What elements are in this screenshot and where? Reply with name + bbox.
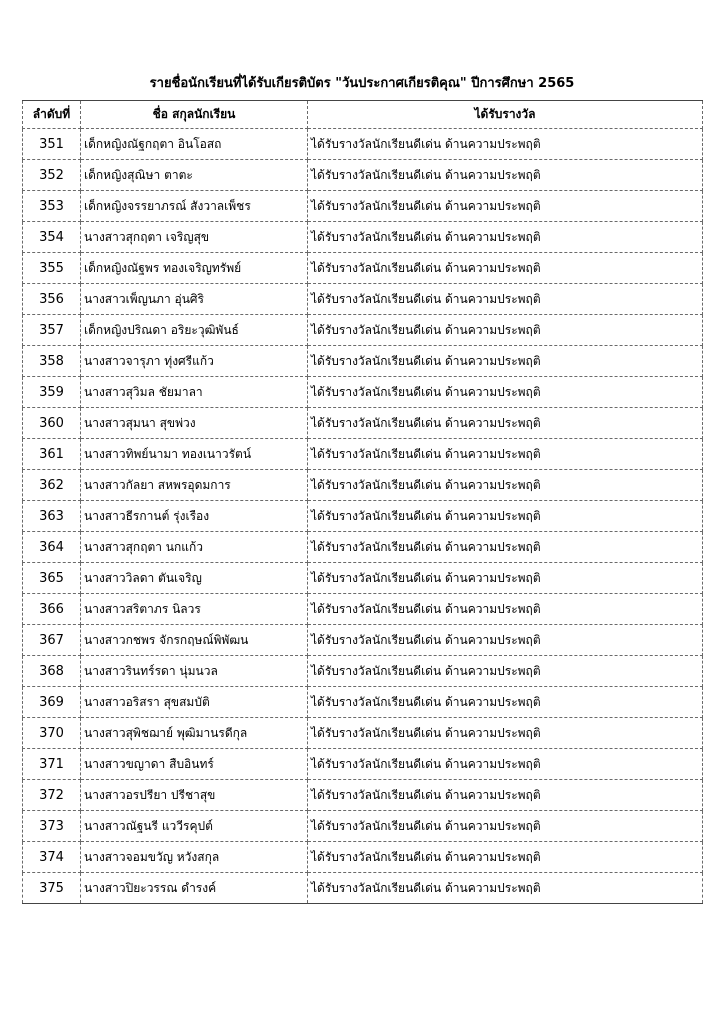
award-cell: ได้รับรางวัลนักเรียนดีเด่น ด้านความประพฤติ — [308, 656, 703, 687]
award-cell: ได้รับรางวัลนักเรียนดีเด่น ด้านความประพฤติ — [308, 873, 703, 904]
name-cell: นางสาวณัฐนรี แววีรคุปต์ — [81, 811, 308, 842]
seq-cell: 360 — [23, 408, 81, 439]
seq-cell: 371 — [23, 749, 81, 780]
awards-table — [22, 100, 703, 904]
award-cell: ได้รับรางวัลนักเรียนดีเด่น ด้านความประพฤติ — [308, 625, 703, 656]
award-cell: ได้รับรางวัลนักเรียนดีเด่น ด้านความประพฤติ — [308, 439, 703, 470]
name-cell: นางสาวธีรกานต์ รุ่งเรือง — [81, 501, 308, 532]
table-header — [23, 101, 703, 129]
name-cell: นางสาวสริตาภร นิลวร — [81, 594, 308, 625]
award-cell: ได้รับรางวัลนักเรียนดีเด่น ด้านความประพฤติ — [308, 563, 703, 594]
seq-cell: 364 — [23, 532, 81, 563]
seq-cell: 351 — [23, 129, 81, 160]
table-row — [23, 439, 703, 470]
seq-cell: 373 — [23, 811, 81, 842]
award-cell: ได้รับรางวัลนักเรียนดีเด่น ด้านความประพฤติ — [308, 284, 703, 315]
table-row — [23, 346, 703, 377]
name-cell: นางสาวสุมนา สุขพ่วง — [81, 408, 308, 439]
award-cell: ได้รับรางวัลนักเรียนดีเด่น ด้านความประพฤติ — [308, 222, 703, 253]
table-row — [23, 160, 703, 191]
award-cell: ได้รับรางวัลนักเรียนดีเด่น ด้านความประพฤติ — [308, 315, 703, 346]
table-row — [23, 625, 703, 656]
name-cell: นางสาวขญาดา สืบอินทร์ — [81, 749, 308, 780]
table-row — [23, 873, 703, 904]
seq-cell: 368 — [23, 656, 81, 687]
document-title: รายชื่อนักเรียนที่ได้รับเกียรติบัตร "วันประกาศเกียรติคุณ" ปีการศึกษา 2565 — [149, 76, 575, 91]
table-row — [23, 780, 703, 811]
table-row — [23, 501, 703, 532]
table-row — [23, 811, 703, 842]
table-row — [23, 222, 703, 253]
name-cell: เด็กหญิงณัฐพร ทองเจริญทรัพย์ — [81, 253, 308, 284]
table-row — [23, 315, 703, 346]
award-cell: ได้รับรางวัลนักเรียนดีเด่น ด้านความประพฤติ — [308, 842, 703, 873]
award-cell: ได้รับรางวัลนักเรียนดีเด่น ด้านความประพฤติ — [308, 749, 703, 780]
table-row — [23, 718, 703, 749]
seq-cell: 365 — [23, 563, 81, 594]
header-row — [23, 101, 703, 129]
award-cell: ได้รับรางวัลนักเรียนดีเด่น ด้านความประพฤติ — [308, 191, 703, 222]
award-cell: ได้รับรางวัลนักเรียนดีเด่น ด้านความประพฤติ — [308, 718, 703, 749]
name-cell: นางสาวอริสรา สุขสมบัติ — [81, 687, 308, 718]
award-cell: ได้รับรางวัลนักเรียนดีเด่น ด้านความประพฤติ — [308, 470, 703, 501]
seq-cell: 352 — [23, 160, 81, 191]
table-row — [23, 470, 703, 501]
name-cell: เด็กหญิงสุณิษา ตาตะ — [81, 160, 308, 191]
award-cell: ได้รับรางวัลนักเรียนดีเด่น ด้านความประพฤติ — [308, 408, 703, 439]
name-cell: นางสาวทิพย์นามา ทองเนาวรัตน์ — [81, 439, 308, 470]
seq-cell: 362 — [23, 470, 81, 501]
name-cell: นางสาวสุกฤตา เจริญสุข — [81, 222, 308, 253]
table-row — [23, 129, 703, 160]
name-cell: เด็กหญิงณัฐกฤตา อินโอสถ — [81, 129, 308, 160]
seq-cell: 374 — [23, 842, 81, 873]
name-cell: นางสาวกัลยา สหพรอุดมการ — [81, 470, 308, 501]
header-seq: ลำดับที่ — [23, 101, 81, 129]
table-row — [23, 563, 703, 594]
seq-cell: 356 — [23, 284, 81, 315]
name-cell: นางสาวสุวิมล ชัยมาลา — [81, 377, 308, 408]
table-row — [23, 408, 703, 439]
table-row — [23, 842, 703, 873]
seq-cell: 366 — [23, 594, 81, 625]
header-name: ชื่อ สกุลนักเรียน — [81, 101, 308, 129]
seq-cell: 363 — [23, 501, 81, 532]
award-cell: ได้รับรางวัลนักเรียนดีเด่น ด้านความประพฤติ — [308, 687, 703, 718]
award-cell: ได้รับรางวัลนักเรียนดีเด่น ด้านความประพฤติ — [308, 129, 703, 160]
seq-cell: 375 — [23, 873, 81, 904]
table-row — [23, 284, 703, 315]
table-row — [23, 377, 703, 408]
award-cell: ได้รับรางวัลนักเรียนดีเด่น ด้านความประพฤติ — [308, 594, 703, 625]
name-cell: นางสาวสุพิชฌาย์ พุฒิมานรดีกุล — [81, 718, 308, 749]
name-cell: นางสาววิลดา ตันเจริญ — [81, 563, 308, 594]
award-cell: ได้รับรางวัลนักเรียนดีเด่น ด้านความประพฤติ — [308, 780, 703, 811]
name-cell: นางสาวอรปรียา ปรีชาสุข — [81, 780, 308, 811]
award-cell: ได้รับรางวัลนักเรียนดีเด่น ด้านความประพฤติ — [308, 811, 703, 842]
table-row — [23, 687, 703, 718]
table-row — [23, 594, 703, 625]
table-row — [23, 253, 703, 284]
seq-cell: 355 — [23, 253, 81, 284]
seq-cell: 354 — [23, 222, 81, 253]
seq-cell: 353 — [23, 191, 81, 222]
name-cell: นางสาวเพ็ญนภา อุ่นศิริ — [81, 284, 308, 315]
seq-cell: 358 — [23, 346, 81, 377]
seq-cell: 372 — [23, 780, 81, 811]
table-body — [23, 129, 703, 904]
table-row — [23, 656, 703, 687]
seq-cell: 367 — [23, 625, 81, 656]
name-cell: นางสาวกชพร จักรกฤษณ์พิพัฒน — [81, 625, 308, 656]
seq-cell: 357 — [23, 315, 81, 346]
seq-cell: 359 — [23, 377, 81, 408]
name-cell: เด็กหญิงปริณดา อริยะวุฒิพันธ์ — [81, 315, 308, 346]
name-cell: นางสาวปิยะวรรณ ดำรงค์ — [81, 873, 308, 904]
award-cell: ได้รับรางวัลนักเรียนดีเด่น ด้านความประพฤติ — [308, 253, 703, 284]
award-cell: ได้รับรางวัลนักเรียนดีเด่น ด้านความประพฤติ — [308, 160, 703, 191]
name-cell: นางสาวสุกฤตา นกแก้ว — [81, 532, 308, 563]
name-cell: นางสาวรินทร์รดา นุ่มนวล — [81, 656, 308, 687]
seq-cell: 361 — [23, 439, 81, 470]
table-row — [23, 532, 703, 563]
award-cell: ได้รับรางวัลนักเรียนดีเด่น ด้านความประพฤติ — [308, 346, 703, 377]
name-cell: นางสาวจารุภา ทุ่งศรีแก้ว — [81, 346, 308, 377]
award-cell: ได้รับรางวัลนักเรียนดีเด่น ด้านความประพฤติ — [308, 377, 703, 408]
seq-cell: 370 — [23, 718, 81, 749]
name-cell: นางสาวจอมขวัญ หวังสกุล — [81, 842, 308, 873]
seq-cell: 369 — [23, 687, 81, 718]
name-cell: เด็กหญิงจรรยาภรณ์ สังวาลเพ็ชร — [81, 191, 308, 222]
table-row — [23, 749, 703, 780]
header-award: ได้รับรางวัล — [308, 101, 703, 129]
award-cell: ได้รับรางวัลนักเรียนดีเด่น ด้านความประพฤติ — [308, 532, 703, 563]
table-row — [23, 191, 703, 222]
award-cell: ได้รับรางวัลนักเรียนดีเด่น ด้านความประพฤติ — [308, 501, 703, 532]
